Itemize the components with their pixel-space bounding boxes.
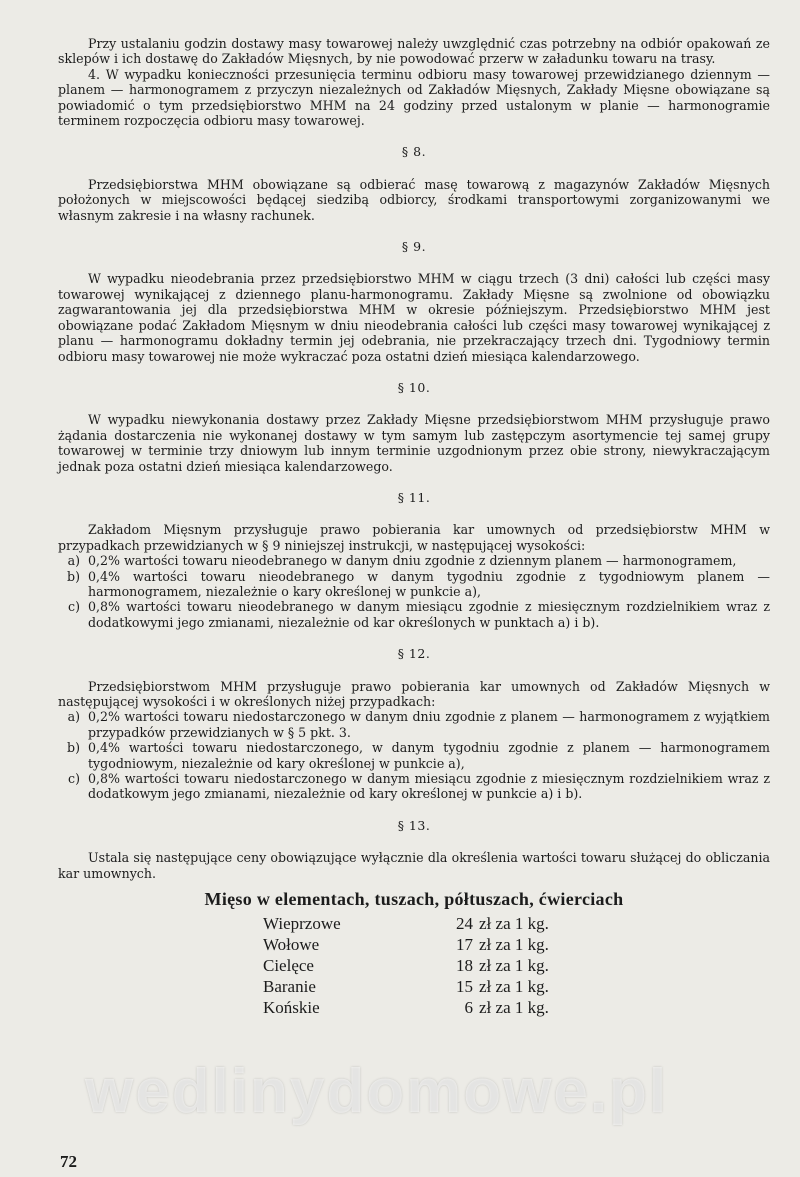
table-row — [263, 955, 549, 976]
table-row — [263, 976, 549, 997]
intro-paragraph-2: 4. W wypadku konieczności przesunięcia terminu odbioru masy towarowej przewidzianego dziennym — planem — harmonogramem z przyczyn niezależnych od Zakładów Mięsnych, Zakłady Mięsne obowiązane są powiadomić o tym przedsiębiorstwo MHM na 24 godziny przed ustalonym w planie — harmonogramie terminem rozpoczęcia odbioru masy towarowej. — [58, 66, 770, 129]
section-11-heading: § 11. — [397, 489, 431, 505]
price-amount: 15 — [456, 977, 473, 997]
section-8-text: Przedsiębiorstwa MHM obowiązane są odbierać masę towarową z magazynów Zakładów Mięsnych położonych w miejscowości będącej siedzibą odbiorcy, środkami transportowymi zorganizowanymi we własnym zakresie i na własny rachunek. — [58, 176, 770, 223]
meat-name: Wieprzowe — [263, 914, 341, 934]
price-unit: zł za 1 kg. — [479, 977, 549, 997]
price-amount: 18 — [456, 956, 473, 976]
list-marker: c) — [68, 771, 80, 787]
price-amount: 6 — [464, 998, 473, 1018]
list-item — [67, 740, 770, 771]
meat-name: Baranie — [263, 977, 316, 997]
meat-name: Wołowe — [263, 935, 320, 955]
section-12-text: Przedsiębiorstwom MHM przysługuje prawo pobierania kar umownych od Zakładów Mięsnych w następującej wysokości i w określonych niżej przypadkach: — [58, 678, 770, 709]
price-table — [263, 913, 549, 1018]
price-unit: zł za 1 kg. — [479, 998, 549, 1018]
section-13-text: Ustala się następujące ceny obowiązujące wyłącznie dla określenia wartości towaru służącej do obliczania kar umownych. — [58, 850, 770, 881]
intro-paragraph-1: Przy ustalaniu godzin dostawy masy towarowej należy uwzględnić czas potrzebny na odbiór opakowań ze sklepów i ich dostawę do Zakładów Mięsnych, by nie powodować przerw w załadunku towaru na trasy. — [58, 36, 770, 67]
meat-name: Końskie — [263, 998, 320, 1018]
list-marker: b) — [67, 740, 80, 756]
table-row — [263, 913, 549, 934]
table-row — [263, 934, 549, 955]
list-item-text: 0,2% wartości towaru niedostarczonego w danym dniu zgodnie z planem — harmonogramem z wyjątkiem przypadków przewidzianych w § 5 pkt. 3. — [88, 709, 770, 740]
list-item — [67, 709, 770, 740]
section-10-text: W wypadku niewykonania dostawy przez Zakłady Mięsne przedsiębiorstwom MHM przysługuje prawo żądania dostarczenia nie wykonanej dostawy w tym samym lub zastępczym asortymencie tej samej grupy towarowej w terminie trzy dniowym lub innym terminie uzgodnionym przez obie strony, niewykraczającym jednak poza ostatni dzień miesiąca kalendarzowego. — [58, 412, 770, 474]
list-item — [68, 599, 770, 630]
list-item-text: 0,8% wartości towaru nieodebranego w danym miesiącu zgodnie z miesięcznym rozdzielnikiem wraz z dodatkowymi jego zmianami, niezależnie od kar określonych w punktach a) i b). — [88, 599, 770, 630]
price-unit: zł za 1 kg. — [479, 935, 549, 955]
list-item-text: 0,2% wartości towaru nieodebranego w danym dniu zgodnie z dziennym planem — harmonogramem, — [88, 553, 737, 569]
list-marker: a) — [67, 709, 80, 725]
list-item — [67, 553, 770, 569]
section-10-heading: § 10. — [397, 379, 431, 395]
watermark: wedlinydomowe.pl — [85, 1057, 669, 1126]
list-item — [68, 771, 770, 802]
document-page — [58, 36, 770, 1018]
section-13-heading: § 13. — [397, 817, 431, 833]
price-table-title: Mięso w elementach, tuszach, półtuszach, ćwierciach — [204, 889, 624, 910]
price-amount: 24 — [456, 914, 473, 934]
list-item-text: 0,4% wartości towaru niedostarczonego, w danym tygodniu zgodnie z planem — harmonogramem tygodniowym, niezależnie od kary określonej w punkcie a), — [88, 740, 770, 771]
section-9-text: W wypadku nieodebrania przez przedsiębiorstwo MHM w ciągu trzech (3 dni) całości lub części masy towarowej wynikającej z dziennego planu-harmonogramu. Zakłady Mięsne są zwolnione od obowiązku zagwarantowania jej dla przedsiębiorstwa MHM w okresie późniejszym. Przedsiębiorstwo MHM jest obowiązane podać Zakładom Mięsnym w dniu nieodebrania całości lub części masy towarowej wynikającej z planu — harmonogramu dokładny termin jej odebrania, nie przekraczający trzech dni. Tygodniowy termin odbioru masy towarowej nie może wykraczać poza ostatni dzień miesiąca kalendarzowego. — [58, 271, 770, 364]
section-11-list — [58, 553, 770, 630]
section-11-text: Zakładom Mięsnym przysługuje prawo pobierania kar umownych od przedsiębiorstw MHM w przypadkach przewidzianych w § 9 niniejszej instrukcji, w następującej wysokości: — [58, 522, 770, 553]
list-item — [67, 568, 770, 600]
list-marker: a) — [67, 553, 80, 569]
price-unit: zł za 1 kg. — [479, 956, 549, 976]
section-8-heading: § 8. — [401, 144, 427, 160]
list-marker: c) — [68, 599, 80, 615]
page-number: 72 — [60, 1152, 77, 1171]
price-amount: 17 — [456, 935, 473, 955]
section-12-heading: § 12. — [397, 646, 431, 662]
list-marker: b) — [67, 568, 80, 584]
section-9-heading: § 9. — [401, 239, 427, 255]
meat-name: Cielęce — [263, 956, 314, 976]
table-row — [263, 997, 549, 1018]
list-item-text: 0,4% wartości towaru nieodebranego w danym tygodniu zgodnie z tygodniowym planem — harmonogramem, niezależnie o kary określonej w punkcie a), — [88, 568, 770, 599]
list-item-text: 0,8% wartości towaru niedostarczonego w danym miesiącu zgodnie z miesięcznym rozdzielnikiem wraz z dodatkowym jego zmianami, niezależnie od kary określonej w punkcie a) i b). — [88, 771, 770, 802]
price-unit: zł za 1 kg. — [479, 914, 549, 934]
section-12-list — [58, 709, 770, 801]
